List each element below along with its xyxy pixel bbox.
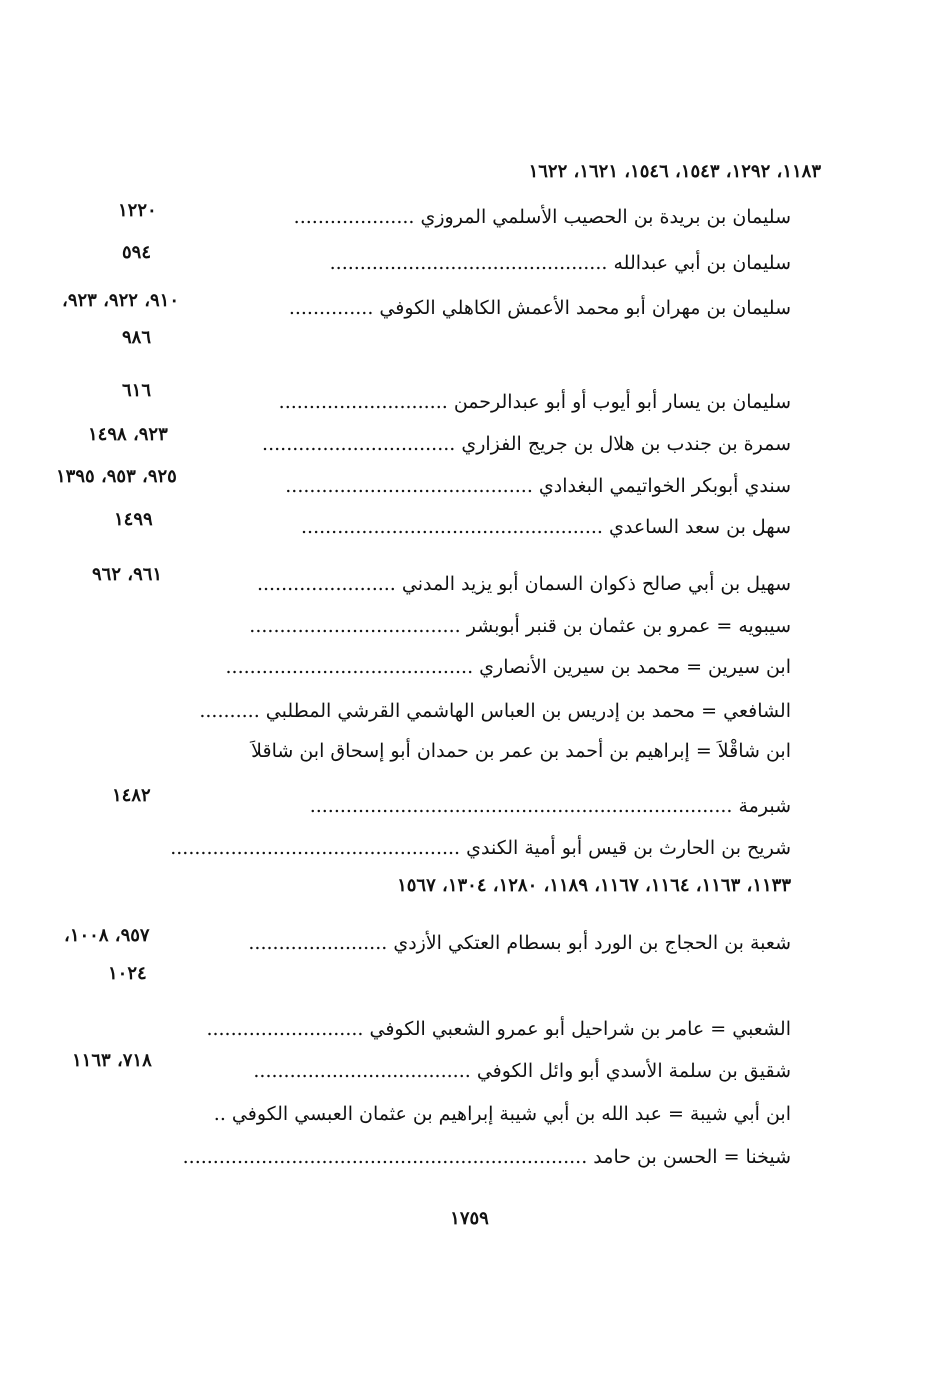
index-entry-name: سليمان بن أبي عبدالله .............................................. — [329, 252, 791, 274]
index-entry-name: شعبة بن الحجاج بن الورد أبو بسطام العتكي الأزدي ....................... — [248, 932, 791, 954]
index-entry-name: الشافعي = محمد بن إدريس بن العباس الهاشمي القرشي المطلبي .......... — [199, 700, 791, 722]
index-entry-pages: ١٢٢٠ — [118, 200, 157, 221]
index-entry-name: سندي أبوبكر الخواتيمي البغدادي ......................................... — [285, 475, 791, 497]
index-entry-name: ابن أبي شيبة = عبد الله بن أبي شيبة إبراهيم بن عثمان العبسي الكوفي .. — [213, 1103, 791, 1125]
index-entry-name: سهل بن سعد الساعدي .................................................. — [300, 516, 791, 538]
index-entry-pages: ٩٨٦ — [122, 327, 152, 348]
index-entry-pages: ٥٩٤ — [122, 242, 152, 263]
index-entry-name: سيبويه = عمرو بن عثمان بن قنبر أبوبشر ................................... — [249, 615, 791, 637]
index-entry-name: سليمان بن مهران أبو محمد الأعمش الكاهلي الكوفي .............. — [288, 297, 791, 319]
continuation-line-top: ١١٨٣، ١٢٩٢، ١٥٤٣، ١٥٤٦، ١٦٢١، ١٦٢٢ — [528, 161, 821, 182]
index-entry-name: سليمان بن بريدة بن الحصيب الأسلمي المروزي .................... — [293, 206, 791, 228]
index-entry-pages: ٩٢٣، ١٤٩٨ — [88, 424, 168, 445]
index-entry-pages: ٦١٦ — [122, 380, 152, 401]
index-entry-pages: ٩١٠، ٩٢٢، ٩٢٣، — [62, 290, 180, 311]
index-entry-name: سمرة بن جندب بن هلال بن جريج الفزاري ................................ — [262, 433, 791, 455]
index-entry-name: شبرمة ...................................................................... — [309, 795, 791, 817]
index-entry-name: شريح بن الحارث بن قيس أبو أمية الكندي ................................................ — [170, 837, 791, 859]
index-entry-name: ابن شاقْلاَ = إبراهيم بن أحمد بن عمر بن حمدان أبو إسحاق ابن شاقلاَ — [251, 740, 791, 762]
index-entry-name: سهيل بن أبي صالح ذكوان السمان أبو يزيد المدني ....................... — [256, 573, 791, 595]
index-entry-pages: ٧١٨، ١١٦٣ — [72, 1050, 152, 1071]
index-entry-pages: ٩٦١، ٩٦٢ — [92, 564, 163, 585]
index-entry-name: ابن سيرين = محمد بن سيرين الأنصاري ......................................... — [225, 656, 791, 678]
index-entry-name: الشعبي = عامر بن شراحيل أبو عمرو الشعبي الكوفي .......................... — [206, 1018, 791, 1040]
continuation-line-shurayh: ١١٣٣، ١١٦٣، ١١٦٤، ١١٦٧، ١١٨٩، ١٢٨٠، ١٣٠٤، ١٥٦٧ — [397, 875, 791, 896]
index-entry-pages: ٩٥٧، ١٠٠٨، — [64, 925, 150, 946]
index-entry-pages: ١٤٨٢ — [112, 785, 151, 806]
page-number: ١٧٥٩ — [450, 1208, 489, 1229]
index-entry-pages: ١٠٢٤ — [108, 963, 147, 984]
index-entry-name: سليمان بن يسار أبو أيوب أو أبو عبدالرحمن ............................ — [278, 391, 791, 413]
index-entry-name: شقيق بن سلمة الأسدي أبو وائل الكوفي .................................... — [253, 1060, 791, 1082]
index-entry-pages: ٩٢٥، ٩٥٣، ١٣٩٥ — [56, 466, 177, 487]
index-entry-name: شيخنا = الحسن بن حامد ................................................................... — [182, 1146, 791, 1168]
index-entry-pages: ١٤٩٩ — [114, 509, 153, 530]
